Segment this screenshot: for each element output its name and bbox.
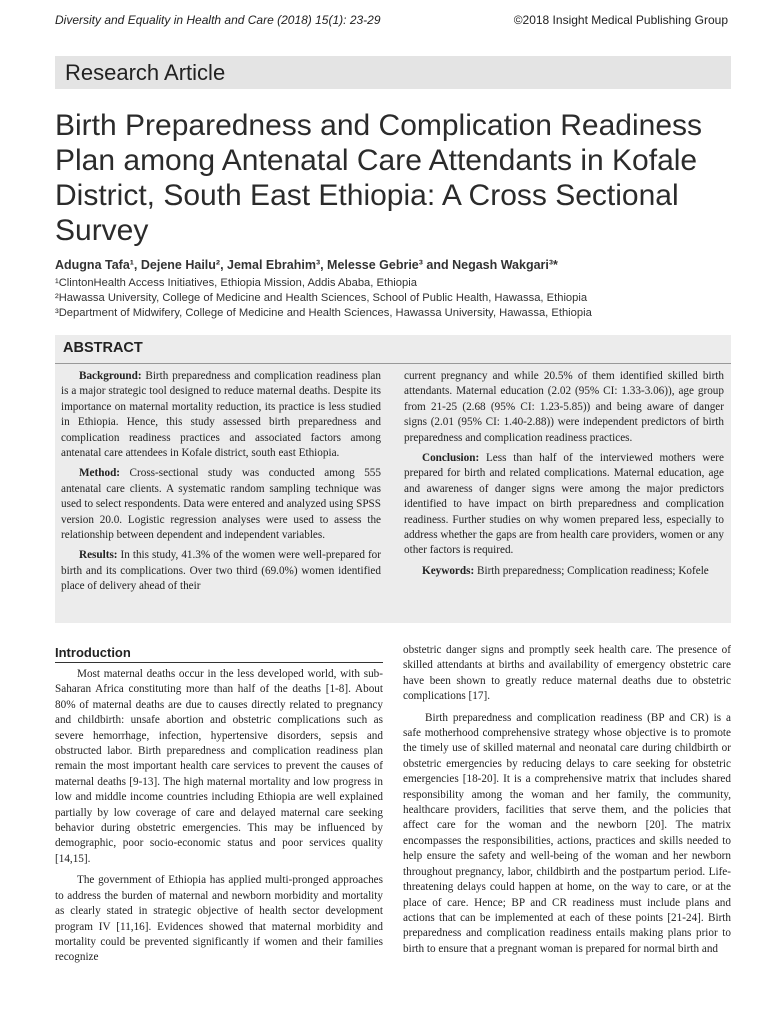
introduction-heading: Introduction	[55, 645, 131, 660]
abstract-left-column	[61, 369, 381, 600]
running-header	[55, 13, 728, 31]
introduction-header	[55, 644, 383, 663]
results-label: Results:	[79, 549, 118, 562]
article-type-band	[55, 56, 731, 89]
method-label: Method:	[79, 467, 121, 480]
affiliation-3: ³Department of Midwifery, College of Medicine and Health Sciences, Hawassa University, Hawassa, Ethiopia	[55, 307, 592, 319]
abstract-box	[55, 335, 731, 623]
keywords-text: Birth preparedness; Complication readiness; Kofele	[474, 564, 709, 577]
article-title: Birth Preparedness and Complication Readiness Plan among Antenatal Care Attendants in Kofale District, South East Ethiopia: A Cross Sectional Survey	[55, 109, 703, 247]
abstract-right-column	[404, 369, 724, 584]
conclusion-text: Less than half of the interviewed mothers were prepared for birth and related complications. Maternal education, age and awareness of danger signs were among the major predictors identified to have impact on birth preparedness and complication readiness. Further studies on why women prepared less, especially to address whether the gaps are from health care providers, women or any other factors is required.	[404, 452, 724, 557]
journal-citation: Diversity and Equality in Health and Care (2018) 15(1): 23-29	[55, 13, 381, 27]
intro-paragraph-4: Birth preparedness and complication readiness (BP and CR) is a safe motherhood comprehensive strategy whose objective is to promote the timely use of skilled maternal and neonatal care during childbirth or obstetric emergencies by reducing delays to care seeking for obstetric emergencies [18-20]. It is a comprehensive matrix that includes shared responsibility among the woman and her family, the community, healthcare providers, facilities that serve them, and the policies that affect care for the woman and the newborn [20]. The matrix encompasses the responsibilities, actions, practices and skills needed to help ensure the safety and well-being of the woman and her newborn throughout pregnancy, labor, childbirth and the postpartum period. Life-threatening delays could happen at home, on the way to care, or at the place of care. Hence; BP and CR readiness must include plans and actions that can be implemented at each of these points [21-24]. Birth preparedness and complication readiness entails making plans prior to birth to ensure that a pregnant woman is prepared for normal birth and	[403, 711, 731, 955]
affiliation-1: ¹ClintonHealth Access Initiatives, Ethiopia Mission, Addis Ababa, Ethiopia	[55, 277, 417, 289]
intro-paragraph-2: The government of Ethiopia has applied multi-pronged approaches to address the burden of maternal and newborn morbidity and mortality as clearly stated in strategic objective of health sector development program IV [11,16]. Evidences showed that maternal morbidity and mortality could be prevented significantly if women and their families recognize	[55, 874, 383, 964]
background-text: Birth preparedness and complication readiness plan is a major strategic tool designed to reduce maternal deaths. Despite its importance on maternal mortality reduction, its practice is less studied in Ethiopia. Hence, this study assessed birth preparedness and complication readiness practices and associated factors among antenatal care attendees in Kofale district, south east Ethiopia.	[61, 370, 381, 460]
affiliation-2: ²Hawassa University, College of Medicine and Health Sciences, School of Public Health, Hawassa, Ethiopia	[55, 292, 588, 304]
abstract-results	[61, 548, 381, 594]
conclusion-label: Conclusion:	[422, 452, 480, 465]
abstract-header	[55, 335, 731, 364]
method-text: Cross-sectional study was conducted among 555 antenatal care clients. A systematic random sampling technique was used to select respondents. Data were entered and analyzed using SPSS version 20.0. Logistic regression analyses were used to assess the relationship between dependent and independent variables.	[61, 467, 381, 542]
abstract-method	[61, 466, 381, 543]
intro-paragraph-3: obstetric danger signs and promptly seek health care. The presence of skilled attendants at births and availability of emergency obstetric care have been shown to greatly reduce maternal deaths due to obstetric complications [17].	[403, 644, 731, 703]
body-left-column	[55, 667, 383, 972]
abstract-heading: ABSTRACT	[63, 340, 143, 356]
body-right-column	[403, 643, 731, 963]
keywords-label: Keywords:	[422, 564, 475, 577]
abstract-conclusion	[404, 451, 724, 559]
publisher-copyright: ©2018 Insight Medical Publishing Group	[513, 13, 728, 27]
abstract-results-continued: current pregnancy and while 20.5% of them identified skilled birth attendants. Maternal education (2.02 (95% CI: 1.33-3.06)), age group from 21-25 (2.68 (95% CI: 1.23-5.85)) and being aware of danger signs (2.01 (95% CI: 1.40-2.88)) were independent predictors of birth preparedness and complication readiness practices.	[404, 370, 724, 444]
abstract-keywords	[404, 564, 724, 579]
results-text: In this study, 41.3% of the women were well-prepared for birth and its complications. Over two third (69.0%) women identified place of delivery ahead of their	[61, 549, 381, 593]
author-list: Adugna Tafa¹, Dejene Hailu², Jemal Ebrahim³, Melesse Gebrie³ and Negash Wakgari³*	[55, 258, 558, 272]
background-label: Background:	[79, 370, 142, 382]
intro-paragraph-1: Most maternal deaths occur in the less developed world, with sub-Saharan Africa constituting more than half of the deaths [1-8]. About 80% of maternal deaths are due to causes directly related to pregnancy and childbirth: unsafe abortion and obstetric complications such as severe hemorrhage, infection, hypertensive disorders, sepsis and obstructed labor. Birth preparedness and complication readiness plan remain the most important health care services to prevent the causes of maternal deaths [9-13]. The high maternal mortality and low progress in low and middle income countries including Ethiopia are well explained partially by low coverage of care and delayed maternal care seeking behavior during obstetric emergencies. This may be influenced by demographic, poor socio-economic status and poor services quality [14,15].	[55, 668, 383, 865]
abstract-background	[61, 369, 381, 461]
article-type: Research Article	[65, 60, 226, 85]
